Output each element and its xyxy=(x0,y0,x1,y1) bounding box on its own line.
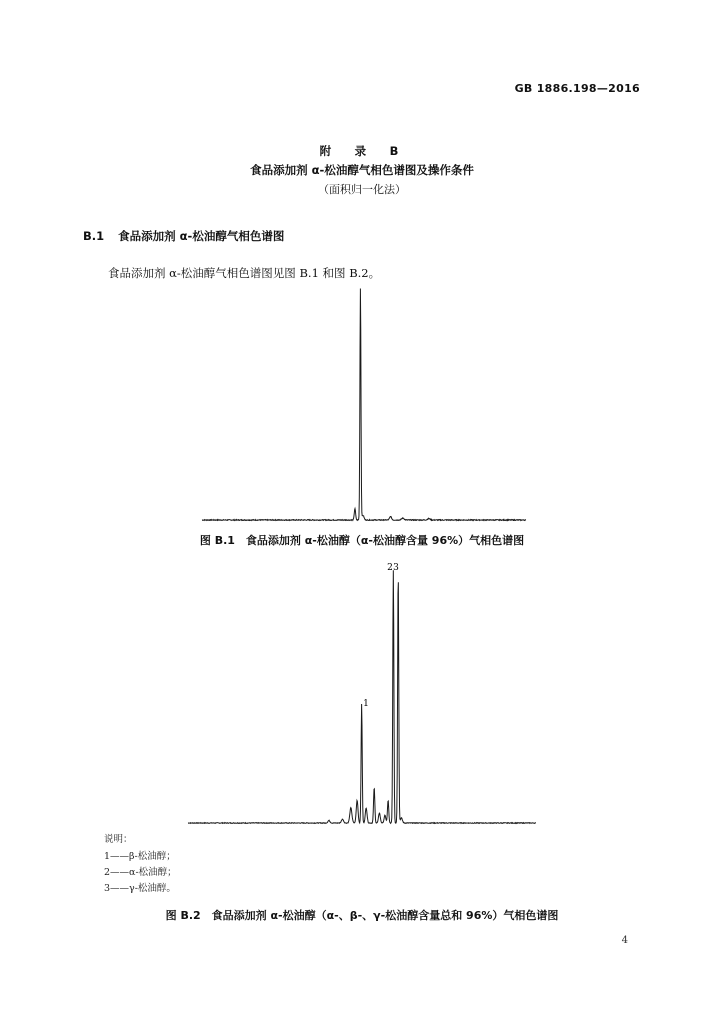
figure-b1-caption: 图 B.1 食品添加剂 α-松油醇（α-松油醇含量 96%）气相色谱图 xyxy=(199,534,525,547)
annex-label: 附 录 B xyxy=(319,144,405,158)
peak-label-1: 1 xyxy=(363,699,369,709)
chromatogram-b1-trace xyxy=(202,289,526,521)
figure-b2-caption: 图 B.2 食品添加剂 α-松油醇（α-、β-、γ-松油醇含量总和 96%）气相色谱图 xyxy=(165,909,559,922)
section-number: B.1 xyxy=(83,229,105,243)
standard-code: GB 1886.198—2016 xyxy=(514,82,640,95)
chromatogram-b2 xyxy=(188,563,536,823)
legend-item-2: 2——α-松油醇； xyxy=(104,867,177,878)
legend-title: 说明： xyxy=(104,834,133,845)
page-number: 4 xyxy=(621,935,628,946)
chromatogram-b2-trace xyxy=(188,570,536,823)
body-paragraph: 食品添加剂 α-松油醇气相色谱图见图 B.1 和图 B.2。 xyxy=(108,266,381,280)
peak-label-2: 2 xyxy=(387,563,393,573)
annex-title: 食品添加剂 α-松油醇气相色谱图及操作条件 xyxy=(250,163,474,177)
chromatogram-b1 xyxy=(202,289,526,521)
annex-subtitle: （面积归一化法） xyxy=(318,183,406,196)
section-title: 食品添加剂 α-松油醇气相色谱图 xyxy=(118,229,285,243)
peak-label-3: 3 xyxy=(393,563,399,573)
legend-item-3: 3——γ-松油醇。 xyxy=(104,883,176,894)
legend-item-1: 1——β-松油醇； xyxy=(104,851,176,862)
